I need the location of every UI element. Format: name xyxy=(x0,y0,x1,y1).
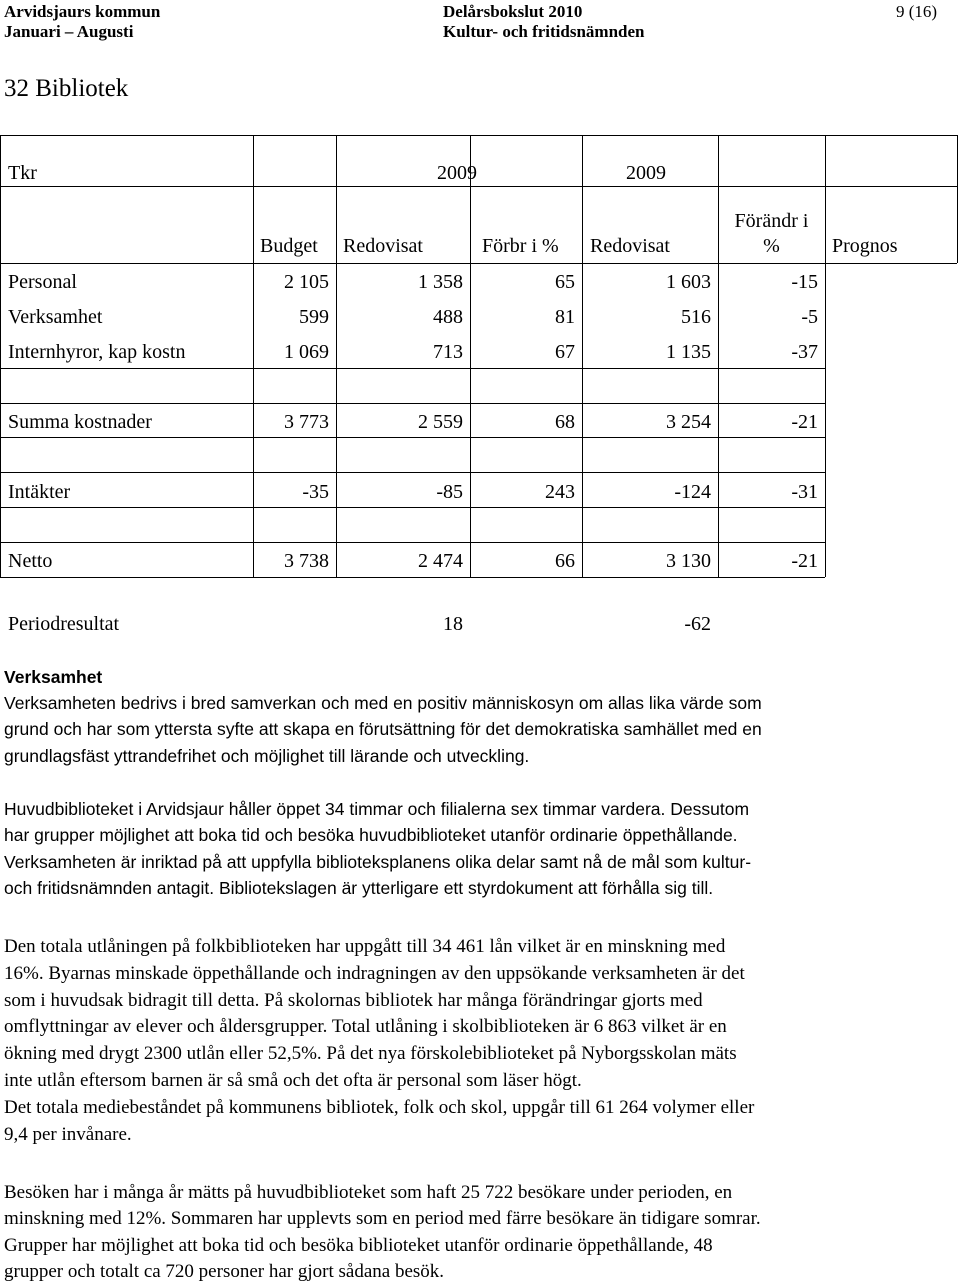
row-label: Summa kostnader xyxy=(8,411,152,433)
col-header-budget: Budget xyxy=(260,235,318,257)
header-period: Januari – Augusti xyxy=(4,22,134,41)
cell-redovisat: 1 358 xyxy=(418,271,463,293)
cell-budget: 3 773 xyxy=(284,411,329,433)
cell-redovisat: -85 xyxy=(436,481,463,503)
text-line: Det totala mediebeståndet på kommunens bibliotek, folk och skol, uppgår till 61 264 volymer eller xyxy=(4,1097,755,1118)
cell-redovisat: 2 559 xyxy=(418,411,463,433)
periodresultat-label: Periodresultat xyxy=(8,613,120,635)
cell-redovisat-2009: 1 603 xyxy=(666,271,711,293)
cell-budget: 599 xyxy=(299,306,329,328)
cell-redovisat-2009: 1 135 xyxy=(666,341,711,363)
header-page-number: 9 (16) xyxy=(896,2,938,21)
text-line: Grupper har möjlighet att boka tid och besöka biblioteket utanför ordinarie öppethållande, 48 xyxy=(4,1235,713,1256)
cell-redovisat: 2 474 xyxy=(418,550,463,572)
col-header-prognos: Prognos xyxy=(832,235,898,257)
text-line: ökning med drygt 2300 utlån eller 52,5%. På det nya förskolebiblioteket på Nyborgsskolan mäts xyxy=(4,1043,737,1064)
table-border-left xyxy=(0,135,1,577)
col-header-forbr: Förbr i % xyxy=(482,235,559,257)
col-header-redovisat-2009: Redovisat xyxy=(590,235,670,257)
table-rule xyxy=(0,577,825,578)
text-line: Verksamheten är inriktad på att uppfylla biblioteksplanens olika delar samt nå de mål som kultur- xyxy=(4,852,752,872)
row-label: Personal xyxy=(8,271,77,293)
text-line: Den totala utlåningen på folkbiblioteken har uppgått till 34 461 lån vilket är en minskning med xyxy=(4,936,726,957)
text-line: inte utlån eftersom barnen är så små och det ofta är personal som läser högt. xyxy=(4,1070,582,1091)
table-rule xyxy=(0,263,957,264)
cell-redovisat: 488 xyxy=(433,306,463,328)
table-rule xyxy=(0,472,825,473)
cell-forandr: -5 xyxy=(801,306,818,328)
col-header-forandr-unit: % xyxy=(763,235,780,257)
text-line: 9,4 per invånare. xyxy=(4,1124,132,1145)
text-line: Verksamheten bedrivs i bred samverkan och med en positiv människosyn om allas lika värde som xyxy=(4,693,762,713)
table-rule xyxy=(0,186,957,187)
year-2009-redovisat-prev: 2009 xyxy=(626,162,666,184)
cell-forbr: 65 xyxy=(555,271,575,293)
cell-forbr: 66 xyxy=(555,550,575,572)
page-title: 32 Bibliotek xyxy=(4,75,129,102)
table-col-divider xyxy=(825,135,826,577)
cell-redovisat: 713 xyxy=(433,341,463,363)
header-board: Kultur- och fritidsnämnden xyxy=(443,22,645,41)
cell-redovisat-2009: 3 130 xyxy=(666,550,711,572)
col-header-redovisat: Redovisat xyxy=(343,235,423,257)
table-rule xyxy=(0,507,825,508)
cell-budget: 3 738 xyxy=(284,550,329,572)
cell-budget: 2 105 xyxy=(284,271,329,293)
text-line: 16%. Byarnas minskade öppethållande och indragningen av den uppsökande verksamheten är det xyxy=(4,963,745,984)
cell-redovisat-2009: 516 xyxy=(681,306,711,328)
section-heading: Verksamhet xyxy=(4,667,103,687)
cell-forandr: -21 xyxy=(791,411,818,433)
cell-forandr: -31 xyxy=(791,481,818,503)
row-label: Internhyror, kap kostn xyxy=(8,341,186,363)
text-line: omflyttningar av elever och åldersgrupper. Total utlåning i skolbiblioteken är 6 863 vilket är en xyxy=(4,1016,727,1037)
text-line: Besöken har i många år mätts på huvudbiblioteket som haft 25 722 besökare under perioden, en xyxy=(4,1182,733,1203)
header-report: Delårsbokslut 2010 xyxy=(443,2,583,21)
header-org: Arvidsjaurs kommun xyxy=(4,2,161,21)
table-border-right xyxy=(957,135,958,263)
cell-forbr: 243 xyxy=(545,481,575,503)
cell-forandr: -21 xyxy=(791,550,818,572)
text-line: som i huvudsak bidragit till detta. På skolornas bibliotek har många förändringar gjorts med xyxy=(4,990,703,1011)
table-rule xyxy=(0,403,825,404)
periodresultat-redovisat-2009: -62 xyxy=(684,613,711,635)
table-rule xyxy=(0,368,825,369)
text-line: grupper och totalt ca 720 personer har gjort sådana besök. xyxy=(4,1261,445,1282)
table-border-top xyxy=(0,135,957,136)
cell-budget: 1 069 xyxy=(284,341,329,363)
tkr-label: Tkr xyxy=(8,162,37,184)
row-label: Netto xyxy=(8,550,53,572)
cell-forbr: 68 xyxy=(555,411,575,433)
cell-forbr: 81 xyxy=(555,306,575,328)
year-2009-redovisat: 2009 xyxy=(437,162,477,184)
text-line: grund och har som yttersta syfte att skapa en förutsättning för det demokratiska samhället med en xyxy=(4,719,762,739)
row-label: Intäkter xyxy=(8,481,71,503)
table-rule xyxy=(0,542,825,543)
text-line: har grupper möjlighet att boka tid och besöka huvudbiblioteket utanför ordinarie öppethållande. xyxy=(4,825,738,845)
periodresultat-redovisat: 18 xyxy=(443,613,463,635)
text-line: minskning med 12%. Sommaren har upplevts som en period med färre besökare än tidigare somrar. xyxy=(4,1208,761,1229)
table-rule xyxy=(0,437,825,438)
cell-forandr: -37 xyxy=(791,341,818,363)
cell-forbr: 67 xyxy=(555,341,575,363)
row-label: Verksamhet xyxy=(8,306,103,328)
cell-redovisat-2009: 3 254 xyxy=(666,411,711,433)
text-line: grundlagsfäst yttrandefrihet och möjlighet till lärande och utveckling. xyxy=(4,746,530,766)
col-header-forandr: Förändr i xyxy=(734,210,809,232)
text-line: Huvudbiblioteket i Arvidsjaur håller öppet 34 timmar och filialerna sex timmar vardera. Dessutom xyxy=(4,799,750,819)
cell-budget: -35 xyxy=(302,481,329,503)
text-line: och fritidsnämnden antagit. Bibliotekslagen är ytterligare ett styrdokument att förhålla sig till. xyxy=(4,878,714,898)
cell-forandr: -15 xyxy=(791,271,818,293)
cell-redovisat-2009: -124 xyxy=(674,481,711,503)
